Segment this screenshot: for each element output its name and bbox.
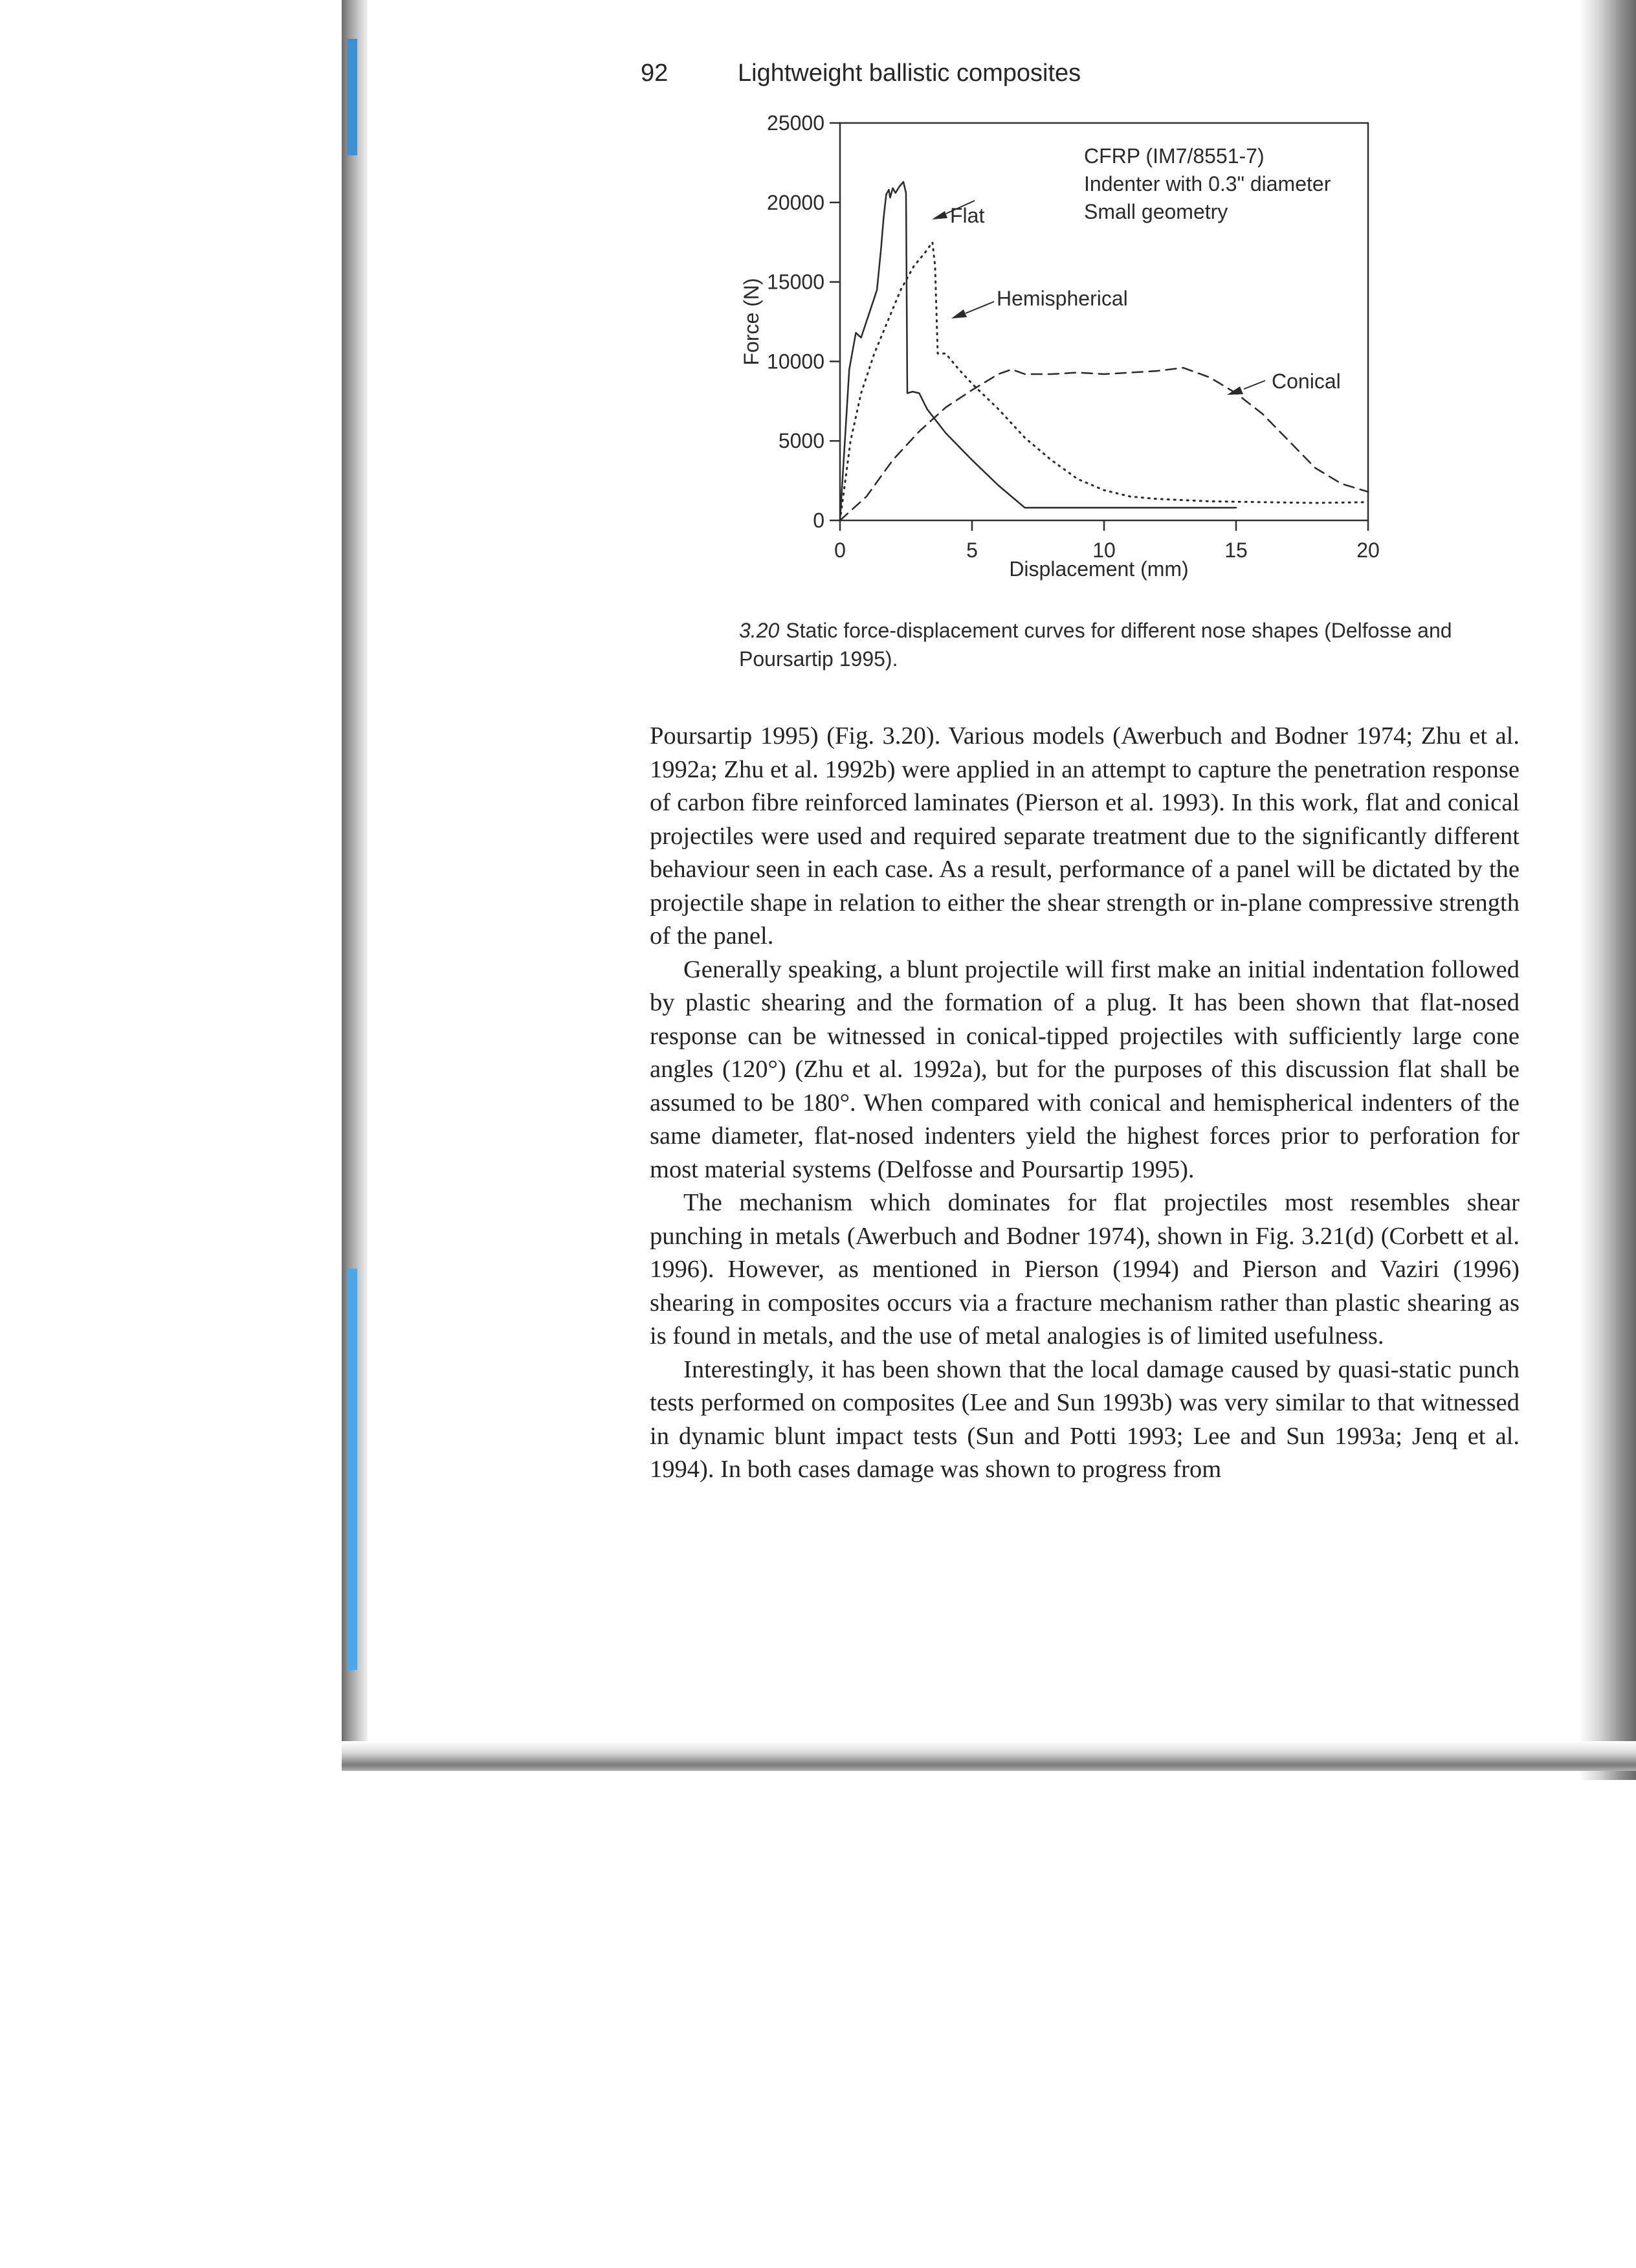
flat-curve-label: Flat: [950, 204, 985, 227]
y-tick-label: 5000: [778, 429, 824, 453]
force-displacement-chart: [0, 0, 1636, 621]
x-tick-label: 10: [1092, 539, 1116, 562]
figure-caption: [739, 616, 1532, 673]
series-layer: [840, 182, 1368, 520]
y-tick-label: 20000: [767, 190, 824, 214]
body-text: [650, 720, 1520, 1487]
chart-annotation: [1084, 144, 1331, 223]
paragraph: Poursartip 1995) (Fig. 3.20). Various models (Awerbuch and Bodner 1974; Zhu et al. 1992a; Zhu et al. 1992b) were applied in an attempt to capture the penetration response of carbon fibre reinforced laminates (Pierson et al. 1993). In this work, flat and conical projectiles were used and required separate treatment due to the significantly different behaviour seen in each case. As a result, performance of a panel will be dictated by the projectile shape in relation to either the shear strength or in-plane compressive strength of the panel.: [650, 722, 1520, 950]
flat-leader-arrow: [932, 211, 947, 219]
paragraph: Generally speaking, a blunt projectile will first make an initial indentation followed by plastic shearing and the formation of a plug. It has been shown that flat-nosed response can be witnessed in conical-tipped projectiles with sufficiently large cone angles (120°) (Zhu et al. 1992a), but for the purposes of this discussion flat shall be assumed to be 180°. When compared with conical and hemispherical indenters of the same diameter, flat-nosed indenters yield the highest forces prior to perforation for most material systems (Delfosse and Poursartip 1995).: [650, 955, 1520, 1183]
annotation-line-geometry: Small geometry: [1084, 200, 1228, 223]
y-tick-label: 10000: [767, 350, 824, 373]
paragraph: The mechanism which dominates for flat projectiles most resembles shear punching in metals (Awerbuch and Bodner 1974), shown in Fig. 3.21(d) (Corbett et al. 1996). However, as mentioned in Pierson (1994) and Pierson and Vaziri (1996) shearing in composites occurs via a fracture mechanism rather than plastic shearing as is found in metals, and the use of metal analogies is of limited usefulness.: [650, 1189, 1520, 1350]
paragraph: Interestingly, it has been shown that the local damage caused by quasi-static punch tests performed on composites (Lee and Sun 1993b) was very similar to that witnessed in dynamic blunt impact tests (Sun and Potti 1993; Lee and Sun 1993a; Jenq et al. 1994). In both cases damage was shown to progress from: [650, 1355, 1520, 1483]
conical-leader-line: [1244, 381, 1265, 389]
flat-curve: [840, 182, 1236, 520]
running-title: Lightweight ballistic composites: [738, 60, 1081, 87]
annotation-line-indenter: Indenter with 0.3" diameter: [1084, 172, 1331, 195]
x-axis-title: Displacement (mm): [1009, 557, 1189, 581]
x-tick-label: 15: [1224, 539, 1248, 562]
hemispherical-leader-arrow: [951, 309, 967, 318]
figure-number: 3.20: [739, 619, 780, 642]
hemispherical-leader-line: [966, 302, 994, 313]
conical-leader-arrow: [1227, 386, 1243, 395]
series-callouts: [932, 201, 1341, 395]
x-tick-label: 0: [834, 539, 846, 562]
x-tick-label: 5: [966, 539, 978, 562]
annotation-line-material: CFRP (IM7/8551-7): [1084, 144, 1265, 168]
x-tick-label: 20: [1356, 539, 1380, 562]
y-tick-label: 25000: [767, 111, 824, 135]
page-bottom-edge-shadow: [342, 1741, 1636, 1771]
hemispherical-curve-label: Hemispherical: [997, 287, 1128, 310]
y-tick-label: 15000: [767, 270, 824, 294]
y-tick-label: 0: [813, 509, 824, 532]
binding-color-mark: [347, 1269, 357, 1670]
figure-caption-text: Static force-displacement curves for different nose shapes (Delfosse and Poursartip 1995).: [739, 619, 1452, 671]
y-axis-title: Force (N): [740, 278, 763, 366]
conical-curve-label: Conical: [1272, 370, 1341, 393]
page-number: 92: [641, 60, 669, 87]
